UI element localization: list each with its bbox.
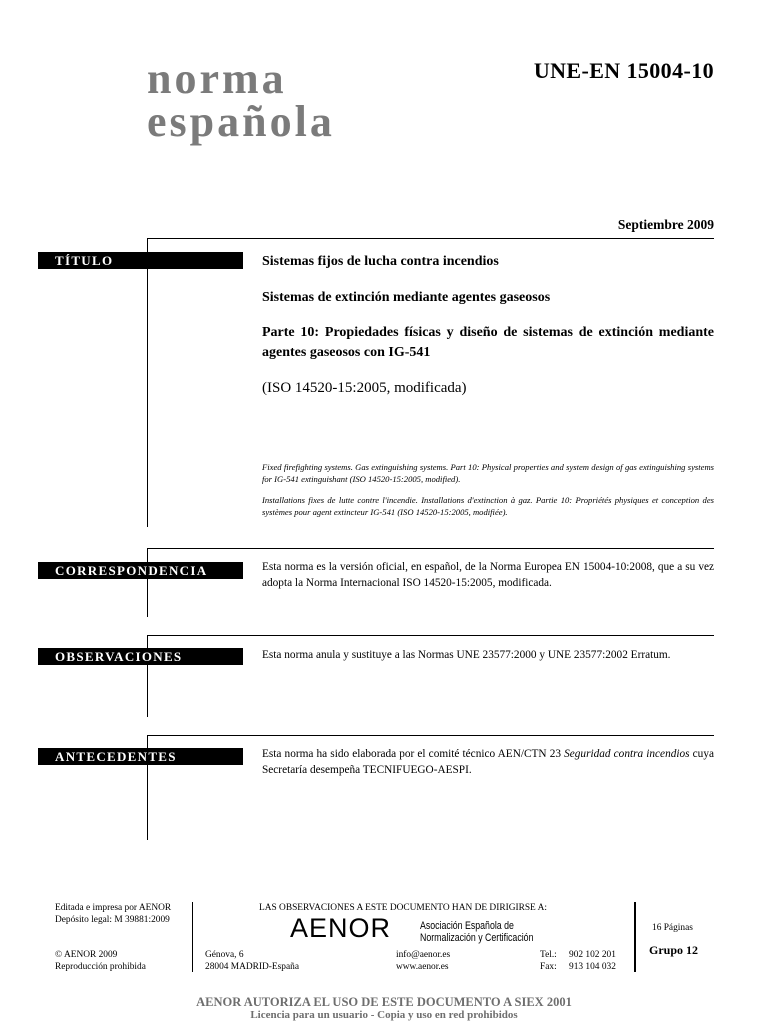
antecedentes-top-rule	[147, 735, 714, 736]
brand-word-norma: norma	[147, 54, 287, 103]
tel-label: Tel.:	[540, 950, 557, 960]
correspondencia-label: CORRESPONDENCIA	[38, 562, 243, 579]
footer-right-divider	[634, 902, 636, 972]
org-name-line-1: Asociación Española de	[420, 920, 514, 932]
correspondencia-text: Esta norma es la versión oficial, en español, de la Norma Europea EN 15004-10:2008, que a su vez adopta la Norma Internacional ISO 14520-15:2005, modificada.	[262, 561, 714, 589]
page-count: 16 Páginas	[652, 923, 693, 933]
title-french: Installations fixes de lutte contre l'incendie. Installations d'extinction à gaz. Partie 10: Propriétés physiques et conception des systèmes pour agent extincteur IG-541 (ISO 14520-15:2005, modifiée).	[262, 495, 714, 517]
contact-heading: LAS OBSERVACIONES A ESTE DOCUMENTO HAN DE DIRIGIRSE A:	[259, 903, 547, 913]
title-english: Fixed firefighting systems. Gas extinguishing systems. Part 10: Physical properties and system design of gas extinguishing systems for IG-541 extinguishant (ISO 14520-15:2005, modified).	[262, 462, 714, 484]
brand-word-espanola: española	[147, 97, 335, 146]
antecedentes-text	[262, 746, 714, 778]
copyright: © AENOR 2009	[55, 950, 118, 960]
aenor-logo: AENOR	[290, 913, 392, 943]
observaciones-label: OBSERVACIONES	[38, 648, 243, 665]
antecedentes-text-start: Esta norma ha sido elaborada por el comité técnico AEN/CTN 23	[262, 748, 565, 760]
titulo-top-rule	[147, 238, 714, 239]
address-line-2: 28004 MADRID-España	[205, 962, 299, 972]
observaciones-text: Esta norma anula y sustituye a las Normas UNE 23577:2000 y UNE 23577:2002 Erratum.	[262, 649, 671, 661]
reproduction-notice: Reproducción prohibida	[55, 962, 146, 972]
titulo-side-rule	[147, 238, 148, 527]
iso-reference: (ISO 14520-15:2005, modificada)	[262, 380, 467, 396]
title-spanish-line-1: Sistemas fijos de lucha contra incendios	[262, 254, 499, 269]
org-name-line-2: Normalización y Certificación	[420, 932, 534, 944]
correspondencia-top-rule	[147, 548, 714, 549]
correspondencia-side-rule	[147, 548, 148, 617]
titulo-label: TÍTULO	[38, 252, 243, 269]
title-spanish-line-3: Parte 10: Propiedades físicas y diseño de sistemas de extinción mediante agentes gaseosos con IG-541	[262, 325, 714, 360]
standard-code: UNE-EN 15004-10	[533, 58, 714, 83]
price-group: Grupo 12	[649, 943, 699, 957]
antecedentes-label: ANTECEDENTES	[38, 748, 243, 765]
publication-date: Septiembre 2009	[617, 217, 714, 232]
address-line-1: Génova, 6	[205, 950, 244, 960]
antecedentes-text-end: cuya Secretaría desempeña TECNIFUEGO-AESPI.	[262, 748, 714, 776]
contact-email: info@aenor.es	[396, 950, 451, 960]
antecedentes-committee-name: Seguridad contra incendios	[564, 748, 690, 760]
footer-left-divider	[192, 902, 193, 972]
published-by: Editada e impresa por AENOR	[55, 903, 172, 913]
fax-label: Fax:	[540, 962, 557, 972]
license-line-2: Licencia para un usuario - Copia y uso en red prohibidos	[250, 1009, 518, 1021]
contact-website: www.aenor.es	[396, 962, 449, 972]
title-spanish-line-2: Sistemas de extinción mediante agentes gaseosos	[262, 290, 551, 305]
tel-number: 902 102 201	[569, 950, 616, 960]
observaciones-top-rule	[147, 635, 714, 636]
fax-number: 913 104 032	[569, 962, 616, 972]
legal-deposit: Depósito legal: M 39881:2009	[55, 915, 170, 925]
license-line-1: AENOR AUTORIZA EL USO DE ESTE DOCUMENTO A SIEX 2001	[196, 995, 572, 1009]
